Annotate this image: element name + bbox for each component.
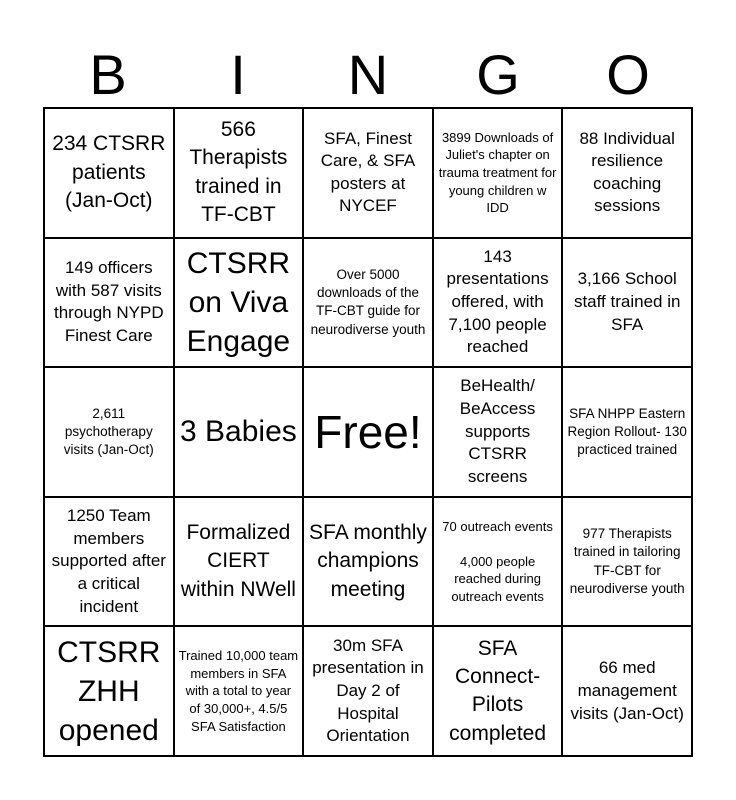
cell-text: 66 med management visits (Jan-Oct)	[570, 658, 684, 723]
cell-text: 30m SFA presentation in Day 2 of Hospital Orientation	[312, 635, 424, 746]
bingo-cell[interactable]	[303, 626, 433, 756]
bingo-cell[interactable]	[174, 108, 304, 238]
cell-text: 3899 Downloads of Juliet's chapter on trauma treatment for young children w IDD	[438, 129, 557, 216]
cell-text: 70 outreach events 4,000 people reached during outreach events	[442, 518, 553, 604]
bingo-cell[interactable]	[44, 626, 174, 756]
bingo-cell[interactable]	[44, 497, 174, 627]
cell-text: CTSRR ZHH opened	[57, 635, 161, 747]
header-letter-b: B	[89, 43, 127, 106]
header-letter-o: O	[606, 43, 650, 106]
bingo-cell[interactable]	[174, 626, 304, 756]
bingo-cell[interactable]	[433, 497, 563, 627]
bingo-cell[interactable]	[433, 367, 563, 497]
cell-text: Trained 10,000 team members in SFA with a total to year of 30,000+, 4.5/5 SFA Satisfaction	[178, 648, 299, 734]
cell-text: BeHealth/ BeAccess supports CTSRR screens	[459, 376, 536, 486]
cell-text: SFA NHPP Eastern Region Rollout- 130 practiced trained	[567, 405, 687, 458]
cell-text: 149 officers with 587 visits through NYPD Finest Care	[53, 258, 164, 345]
bingo-cell[interactable]	[174, 497, 304, 627]
bingo-cell[interactable]	[562, 626, 692, 756]
header-letter-n: N	[347, 43, 389, 106]
cell-text: SFA monthly champions meeting	[309, 521, 427, 601]
free-text: Free!	[314, 405, 422, 458]
bingo-cell[interactable]	[174, 238, 304, 368]
cell-text: CTSRR on Viva Engage	[186, 246, 291, 358]
bingo-cell[interactable]	[44, 108, 174, 238]
cell-text: Formalized CIERT within NWell	[180, 521, 296, 601]
cell-text: 3 Babies	[180, 415, 297, 449]
cell-text: SFA Connect- Pilots completed	[449, 636, 547, 745]
cell-text: 1250 Team members supported after a critical incident	[51, 506, 166, 616]
bingo-grid	[43, 107, 693, 757]
bingo-cell[interactable]	[562, 238, 692, 368]
bingo-header	[43, 40, 693, 110]
bingo-cell[interactable]	[303, 238, 433, 368]
bingo-cell[interactable]	[44, 367, 174, 497]
bingo-cell[interactable]	[174, 367, 304, 497]
cell-text: 234 CTSRR patients (Jan-Oct)	[52, 132, 166, 212]
header-letter-g: G	[476, 43, 520, 106]
free-cell[interactable]	[303, 367, 433, 497]
bingo-cell[interactable]	[562, 497, 692, 627]
cell-text: 2,611 psychotherapy visits (Jan-Oct)	[63, 405, 154, 458]
bingo-cell[interactable]	[44, 238, 174, 368]
cell-text: 566 Therapists trained in TF-CBT	[189, 118, 288, 227]
bingo-cell[interactable]	[562, 108, 692, 238]
bingo-cell[interactable]	[433, 108, 563, 238]
cell-text: SFA, Finest Care, & SFA posters at NYCEF	[320, 128, 416, 216]
cell-text: 143 presentations offered, with 7,100 people reached	[446, 246, 549, 357]
header-letter-i: I	[230, 43, 246, 106]
cell-text: Over 5000 downloads of the TF-CBT guide for neurodiverse youth	[310, 266, 426, 337]
cell-text: 977 Therapists trained in tailoring TF-CBT for neurodiverse youth	[569, 526, 685, 596]
bingo-cell[interactable]	[303, 497, 433, 627]
bingo-cell[interactable]	[433, 238, 563, 368]
bingo-cell[interactable]	[562, 367, 692, 497]
cell-text: 88 Individual resilience coaching sessions	[579, 128, 675, 216]
cell-text: 3,166 School staff trained in SFA	[573, 269, 681, 334]
bingo-cell[interactable]	[303, 108, 433, 238]
bingo-cell[interactable]	[433, 626, 563, 756]
